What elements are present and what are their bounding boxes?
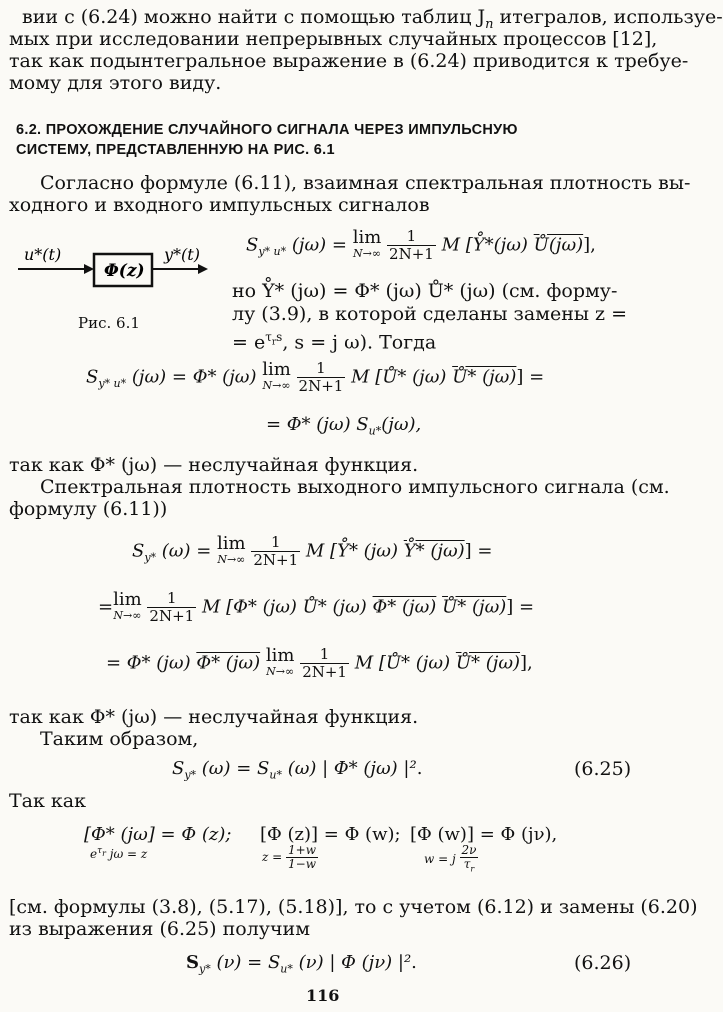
substitution-part-1-condition: $e^{\tau_r}$ jω = z xyxy=(90,846,148,861)
page-number: 116 xyxy=(306,986,340,1005)
since-text: Так как xyxy=(9,790,86,812)
ref-par-line-2: из выражения (6.25) получим xyxy=(9,918,310,940)
equation-number-6-26: (6.26) xyxy=(574,952,632,974)
figure-caption: Рис. 6.1 xyxy=(78,314,140,332)
note-deterministic-2: так как Φ* (jω) — неслучайная функция. xyxy=(9,706,419,728)
top-paragraph-line-2: мых при исследовании непрерывных случайных процессов [12], xyxy=(9,28,658,50)
block-diagram xyxy=(18,238,218,298)
output-label: y*(t) xyxy=(164,245,200,264)
equation-cross-spectral: $S_{y* u*}$ (jω) = lim N→∞ $\frac{1}{2N+1}$ M [Y̊*(jω) Ů(jω)], xyxy=(246,226,596,263)
block-label: Φ(z) xyxy=(104,261,145,281)
top-paragraph-line-1: вии с (6.24) можно найти с помощью таблиц $J_n$ итегралов, используе- xyxy=(22,6,723,32)
side-text-line-2: лу (3.9), в которой сделаны замены z = xyxy=(232,303,628,325)
intro-line-1: Согласно формуле (6.11), взаимная спектральная плотность вы- xyxy=(40,172,691,194)
top-paragraph-line-3: так как подынтегральное выражение в (6.24) приводится к требуе- xyxy=(9,50,689,72)
equation-6-26: $S_{y*}$ $(\nu) = S_{u*}$ (ν) | Φ (jν) |². xyxy=(186,952,417,976)
top-paragraph-line-4: мому для этого виду. xyxy=(9,72,222,94)
ref-par-line-1: [см. формулы (3.8), (5.17), (5.18)], то с учетом (6.12) и замены (6.20) xyxy=(9,896,698,918)
section-heading-line-1: 6.2. ПРОХОЖДЕНИЕ СЛУЧАЙНОГО СИГНАЛА ЧЕРЕЗ ИМПУЛЬСНУЮ xyxy=(16,122,518,138)
equation-cross-spectral-2: $S_{y* u*}$ (jω) = Φ* (jω) lim N→∞ $\frac{1}{2N+1}$ M [Ů* (jω) Ů* (jω)] = xyxy=(86,358,545,395)
substitution-part-1: [Φ* (jω] = Φ (z); xyxy=(84,824,232,845)
substitution-part-2-condition: z = $\frac{1+w}{1-w}$ xyxy=(262,843,316,871)
output-par-line-2: формулу (6.11)) xyxy=(9,498,168,520)
output-par-line-1: Спектральная плотность выходного импульсного сигнала (см. xyxy=(40,476,670,498)
equation-number-6-25: (6.25) xyxy=(574,758,632,780)
side-text-line-3: = $e^{\tau_rs}$, s = j ω). Тогда xyxy=(232,330,437,354)
intro-line-2: ходного и входного импульсных сигналов xyxy=(9,194,430,216)
equation-output-spectral-2: = lim N→∞ $\frac{1}{2N+1}$ M [Φ* (jω) Ů* (jω) Φ* (jω) Ů* (jω)] = xyxy=(98,588,535,625)
input-label: u*(t) xyxy=(24,245,62,264)
equation-6-25: $S_{y*}$ $(\omega) = S_{u*}$ (ω) | Φ* (jω) |². xyxy=(172,758,423,782)
side-text-line-1: но Y̊* (jω) = Φ* (jω) Ů* (jω) (см. форму- xyxy=(232,280,618,302)
equation-cross-spectral-2-line-2: = Φ* (jω) $S_{u*}(j\omega)$, xyxy=(266,414,422,438)
equation-output-spectral-3: = Φ* (jω) Φ* (jω) lim N→∞ $\frac{1}{2N+1}$ M [Ů* (jω) Ů* (jω)], xyxy=(106,644,533,681)
substitution-part-2: [Φ (z)] = Φ (w); xyxy=(260,824,401,845)
substitution-part-3-condition: w = j $\frac{2\nu}{\tau_r}$ xyxy=(424,843,477,874)
thus-text: Таким образом, xyxy=(40,728,199,750)
note-deterministic-1: так как Φ* (jω) — неслучайная функция. xyxy=(9,454,419,476)
equation-output-spectral-1: $S_{y*}$ (ω) = lim N→∞ $\frac{1}{2N+1}$ M [Y̊* (jω) Y̊* (jω)] = xyxy=(132,532,493,569)
section-heading-line-2: СИСТЕМУ, ПРЕДСТАВЛЕННУЮ НА РИС. 6.1 xyxy=(16,142,335,158)
substitution-part-3: [Φ (w)] = Φ (jν), xyxy=(410,824,558,845)
input-arrow-head xyxy=(84,264,94,274)
output-arrow-head xyxy=(198,264,208,274)
